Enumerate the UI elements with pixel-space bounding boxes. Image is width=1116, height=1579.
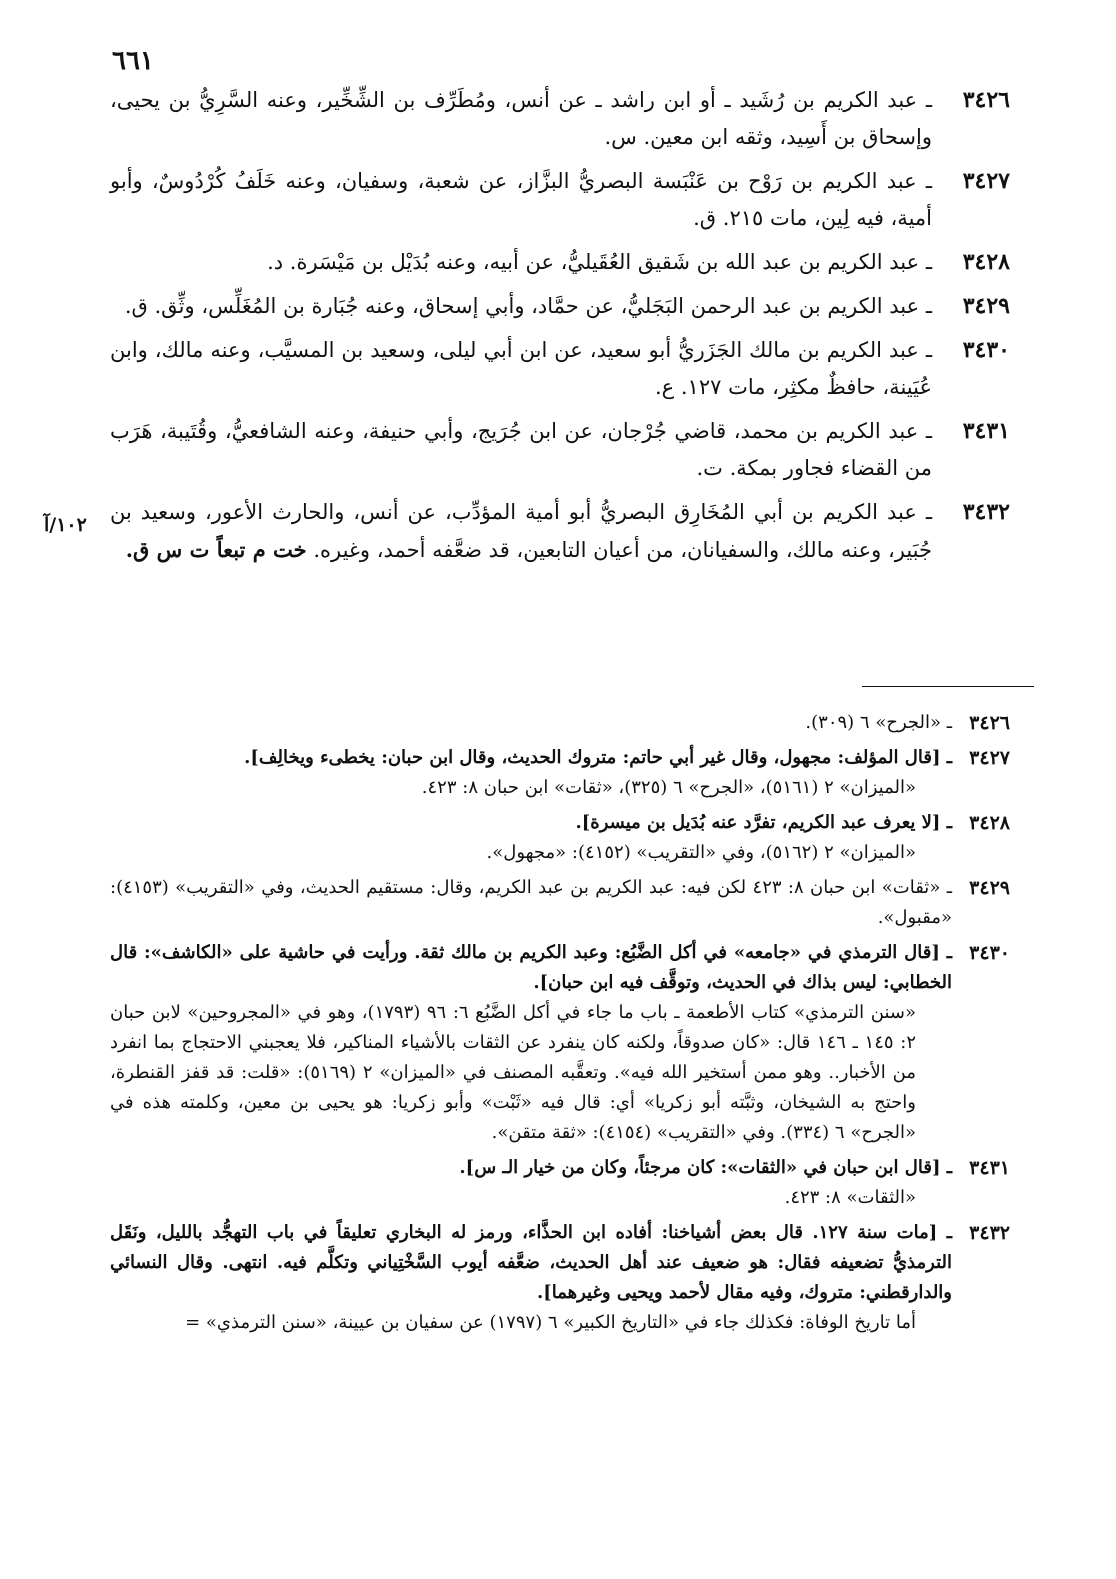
- footnote: [110, 808, 1010, 868]
- footnote-line: ـ [لا يعرف عبد الكريم، تفرَّد عنه بُدَيل بن ميسرة].: [575, 812, 952, 833]
- entry-text: ـ عبد الكريم بن محمد، قاضي جُرْجان، عن ابن جُرَيج، وأبي حنيفة، وعنه الشافعيُّ، وقُتَيبة، هَرَب من القضاء فجاور بمكة. ت.: [110, 419, 932, 480]
- entry-text: ـ عبد الكريم بن رُشَيد ـ أو ابن راشد ـ عن أنس، ومُطَرِّف بن الشِّخِّير، وعنه السَّرِيُّ بن يحيى، وإسحاق بن أَسِيد، وثقه ابن معين. س.: [110, 88, 932, 149]
- footnote-line: ـ [قال الترمذي في «جامعه» في أكل الضَّبُع: وعبد الكريم بن مالك ثقة. ورأيت في حاشية على «الكاشف»: قال الخطابي: ليس بذاك في الحديث، وتوقَّف فيه ابن حبان].: [110, 942, 952, 993]
- footnote-line: أما تاريخ الوفاة: فكذلك جاء في «التاريخ الكبير» ٦ (١٧٩٧) عن سفيان بن عيينة، «سنن الترمذي» =: [185, 1312, 916, 1333]
- entry-number: ٣٤٣٠: [962, 337, 1010, 363]
- footnote: [110, 1153, 1010, 1213]
- entry: [110, 244, 1010, 281]
- footnote-line: ـ «الجرح» ٦ (٣٠٩).: [805, 712, 952, 733]
- footnote-line: ـ «ثقات» ابن حبان ٨: ٤٢٣ لكن فيه: عبد الكريم بن عبد الكريم، وقال: مستقيم الحديث، وفي «التقريب» (٤١٥٣): «مقبول».: [110, 877, 952, 928]
- entry-text: ـ عبد الكريم بن عبد الرحمن البَجَليُّ، عن حمَّاد، وأبي إسحاق، وعنه جُبَارة بن المُغَلِّس، وثِّق. ق.: [124, 294, 932, 318]
- entry-number: ٣٤٢٨: [962, 249, 1010, 275]
- footnote-number: ٣٤٢٩: [969, 877, 1010, 899]
- entry: [110, 332, 1010, 406]
- footnote: [110, 938, 1010, 1148]
- footnote-number: ٣٤٢٦: [969, 712, 1010, 734]
- entry-number: ٣٤٢٦: [962, 87, 1010, 113]
- entry-number: ٣٤٢٧: [962, 168, 1010, 194]
- footnote: [110, 743, 1010, 803]
- footnote: [110, 708, 1010, 738]
- entry-text: ـ عبد الكريم بن عبد الله بن شَقيق العُقَيليُّ، عن أبيه، وعنه بُدَيْل بن مَيْسَرة. د.: [267, 250, 932, 274]
- footnote-number: ٣٤٣١: [969, 1157, 1010, 1179]
- entry-text: [110, 494, 932, 569]
- entry-text: ـ عبد الكريم بن مالك الجَزَريُّ أبو سعيد، عن ابن أبي ليلى، وسعيد بن المسيَّب، وعنه مالك، وابن عُيَينة، حافظٌ مكثِر، مات ١٢٧. ع.: [110, 338, 932, 399]
- footnote-separator: [862, 686, 1034, 687]
- footnote-number: ٣٤٣٢: [969, 1222, 1010, 1244]
- entry-number: ٣٤٢٩: [962, 293, 1010, 319]
- page-number: ٦٦١: [112, 46, 154, 76]
- footnote-line: «الثقات» ٨: ٤٢٣.: [784, 1187, 916, 1208]
- footnote-line: «الميزان» ٢ (٥١٦٢)، وفي «التقريب» (٤١٥٢): «مجهول».: [486, 842, 916, 863]
- footnote: [110, 873, 1010, 933]
- entry: [110, 163, 1010, 237]
- entry-number: ٣٤٣٢: [962, 499, 1010, 525]
- footnote-line: ـ [مات سنة ١٢٧. قال بعض أشياخنا: أفاده ابن الحذَّاء، ورمز له البخاري تعليقاً في باب التهجُّد بالليل، ونَقَل الترمذيُّ تضعيفه فقال: هو ضعيف عند أهل الحديث، ضعَّفه أيوب السَّخْتِياني وتكلَّم فيه. انتهى. وقال النسائي والدارقطني: متروك، وفيه مقال لأحمد ويحيى وغيرهما].: [110, 1222, 952, 1303]
- footnote-number: ٣٤٢٧: [969, 747, 1010, 769]
- margin-note: ١٠٢/آ: [44, 514, 87, 536]
- footnote-number: ٣٤٢٨: [969, 812, 1010, 834]
- entry-number: ٣٤٣١: [962, 418, 1010, 444]
- entries-list: [110, 82, 1010, 576]
- footnote: [110, 1218, 1010, 1338]
- footnotes-list: [110, 708, 1010, 1343]
- footnote-line: «الميزان» ٢ (٥١٦١)، «الجرح» ٦ (٣٢٥)، «ثقات» ابن حبان ٨: ٤٢٣.: [421, 777, 916, 798]
- entry: [110, 288, 1010, 325]
- entry: [110, 494, 1010, 569]
- entry-sigla: خت م تبعاً ت س ق.: [125, 537, 307, 562]
- footnote-line: ـ [قال ابن حبان في «الثقات»: كان مرجئاً، وكان من خيار الـ س].: [459, 1157, 952, 1178]
- footnote-number: ٣٤٣٠: [969, 942, 1010, 964]
- entry-text: ـ عبد الكريم بن رَوْح بن عَنْبَسة البصريُّ البزَّاز، عن شعبة، وسفيان، وعنه خَلَفُ كُرْدُوسٌ، وأبو أمية، فيه لِين، مات ٢١٥. ق.: [110, 169, 932, 230]
- footnote-line: ـ [قال المؤلف: مجهول، وقال غير أبي حاتم: متروك الحديث، وقال ابن حبان: يخطىء ويخالِف].: [244, 747, 952, 768]
- entry-body: ـ عبد الكريم بن أبي المُخَارِق البصريُّ أبو أمية المؤدِّب، عن أنس، والحارث الأعور، وسعيد بن جُبَير، وعنه مالك، والسفيانان، من أعيان التابعين، قد ضعَّفه أحمد، وغيره.: [110, 500, 932, 562]
- footnote-line: «سنن الترمذي» كتاب الأطعمة ـ باب ما جاء في أكل الضَّبُع ٦: ٩٦ (١٧٩٣)، وهو في «المجروحين» لابن حبان ٢: ١٤٥ ـ ١٤٦ قال: «كان صدوقاً، ولكنه كان ينفرد عن الثقات بالأشياء المناكير، فلا يعجبني الاحتجاج بما انفرد من الأخبار.. وهو ممن أستخير الله فيه». وتعقَّبه المصنف في «الميزان» ٢ (٥١٦٩): «قلت: قد قفز القنطرة، واحتج به الشيخان، وثبَّته أبو زكريا» أي: قال فيه «ثَبْت» وأبو زكريا: هو يحيى بن معين، وكلمته هذه في «الجرح» ٦ (٣٣٤). وفي «التقريب» (٤١٥٤): «ثقة متقن».: [110, 1002, 916, 1143]
- entry: [110, 82, 1010, 156]
- entry: [110, 413, 1010, 487]
